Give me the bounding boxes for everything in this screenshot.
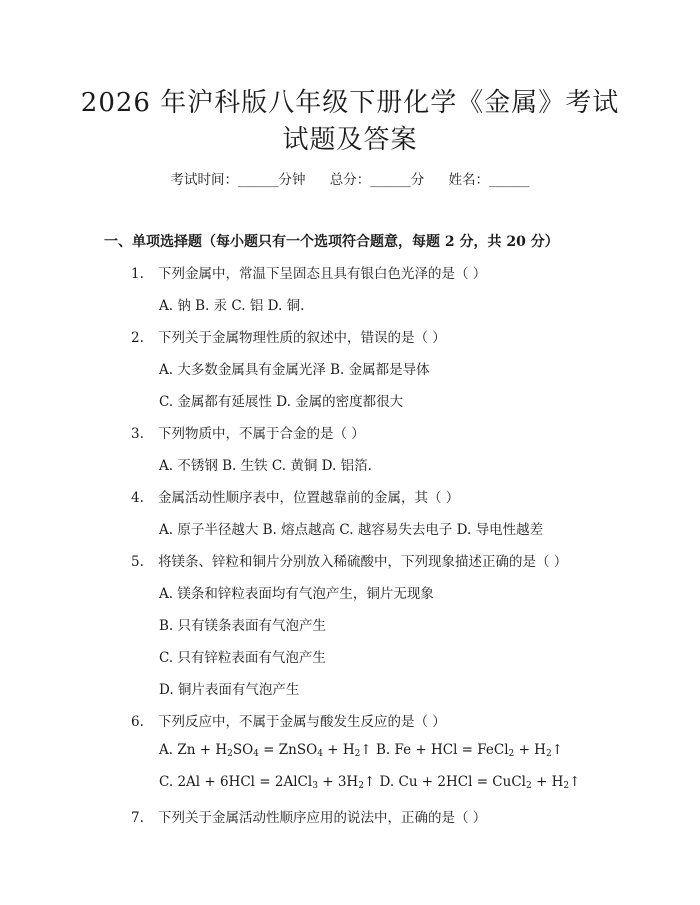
option-a-equation: A. $Zn + H_2SO_4$ = ZnSO$_4$ + $H_2↑$ bbox=[159, 742, 372, 759]
question-2 bbox=[131, 326, 446, 346]
question-text: 下列物质中，不属于合金的是（ ） bbox=[158, 426, 365, 442]
question-6-options-cd bbox=[159, 774, 580, 791]
exam-time-field: 考试时间：______分钟 bbox=[170, 172, 306, 188]
question-number: 5. bbox=[131, 554, 144, 570]
question-4 bbox=[131, 486, 459, 506]
question-5-option-b: B. 只有镁条表面有气泡产生 bbox=[159, 618, 327, 634]
total-score-field: 总分：______分 bbox=[329, 172, 425, 188]
question-7 bbox=[131, 806, 486, 826]
question-1 bbox=[131, 262, 486, 282]
option-b-equation: B. Fe + HCl = FeCl$_2$ + $H_2↑$ bbox=[375, 742, 563, 759]
question-6-options-ab bbox=[159, 742, 563, 759]
question-number: 1. bbox=[131, 266, 144, 282]
question-text: 下列金属中，常温下呈固态且具有银白色光泽的是（ ） bbox=[158, 266, 487, 282]
exam-title-line1: 2026 年沪科版八年级下册化学《金属》考试 bbox=[80, 88, 620, 118]
question-number: 4. bbox=[131, 490, 144, 506]
question-5 bbox=[131, 550, 567, 570]
student-name-field: 姓名：______ bbox=[448, 172, 530, 188]
question-3-options: A. 不锈钢 B. 生铁 C. 黄铜 D. 铝箔. bbox=[159, 458, 372, 474]
exam-meta bbox=[0, 168, 700, 188]
question-number: 3. bbox=[131, 426, 144, 442]
option-d-equation: D. Cu + 2HCl = CuCl$_2$ + $H_2↑$ bbox=[379, 774, 581, 791]
question-text: 下列反应中，不属于金属与酸发生反应的是（ ） bbox=[158, 714, 446, 730]
question-2-options-ab: A. 大多数金属具有金属光泽 B. 金属都是导体 bbox=[159, 362, 430, 378]
question-3 bbox=[131, 422, 365, 442]
question-number: 7. bbox=[131, 810, 144, 826]
question-6 bbox=[131, 710, 446, 730]
question-text: 金属活动性顺序表中，位置越靠前的金属，其（ ） bbox=[158, 490, 460, 506]
exam-title-line2: 试题及答案 bbox=[282, 125, 418, 155]
question-1-options: A. 钠 B. 汞 C. 铝 D. 铜. bbox=[159, 298, 305, 314]
question-2-options-cd: C. 金属都有延展性 D. 金属的密度都很大 bbox=[159, 394, 404, 410]
question-text: 下列关于金属活动性顺序应用的说法中，正确的是（ ） bbox=[158, 810, 487, 826]
question-5-option-a: A. 镁条和锌粒表面均有气泡产生，铜片无现象 bbox=[159, 586, 434, 602]
question-text: 下列关于金属物理性质的叙述中，错误的是（ ） bbox=[158, 330, 446, 346]
option-c-equation: C. 2Al + 6HCl = 2AlCl$_3$ + $3H_2↑$ bbox=[159, 774, 376, 791]
question-number: 2. bbox=[131, 330, 144, 346]
section-heading-single-choice: 一、单项选择题（每小题只有一个选项符合题意，每题 2 分，共 20 分） bbox=[104, 234, 559, 250]
question-4-options: A. 原子半径越大 B. 熔点越高 C. 越容易失去电子 D. 导电性越差 bbox=[159, 522, 544, 538]
question-5-option-c: C. 只有锌粒表面有气泡产生 bbox=[159, 650, 326, 666]
question-5-option-d: D. 铜片表面有气泡产生 bbox=[159, 682, 300, 698]
question-text: 将镁条、锌粒和铜片分别放入稀硫酸中，下列现象描述正确的是（ ） bbox=[158, 554, 568, 570]
question-number: 6. bbox=[131, 714, 144, 730]
